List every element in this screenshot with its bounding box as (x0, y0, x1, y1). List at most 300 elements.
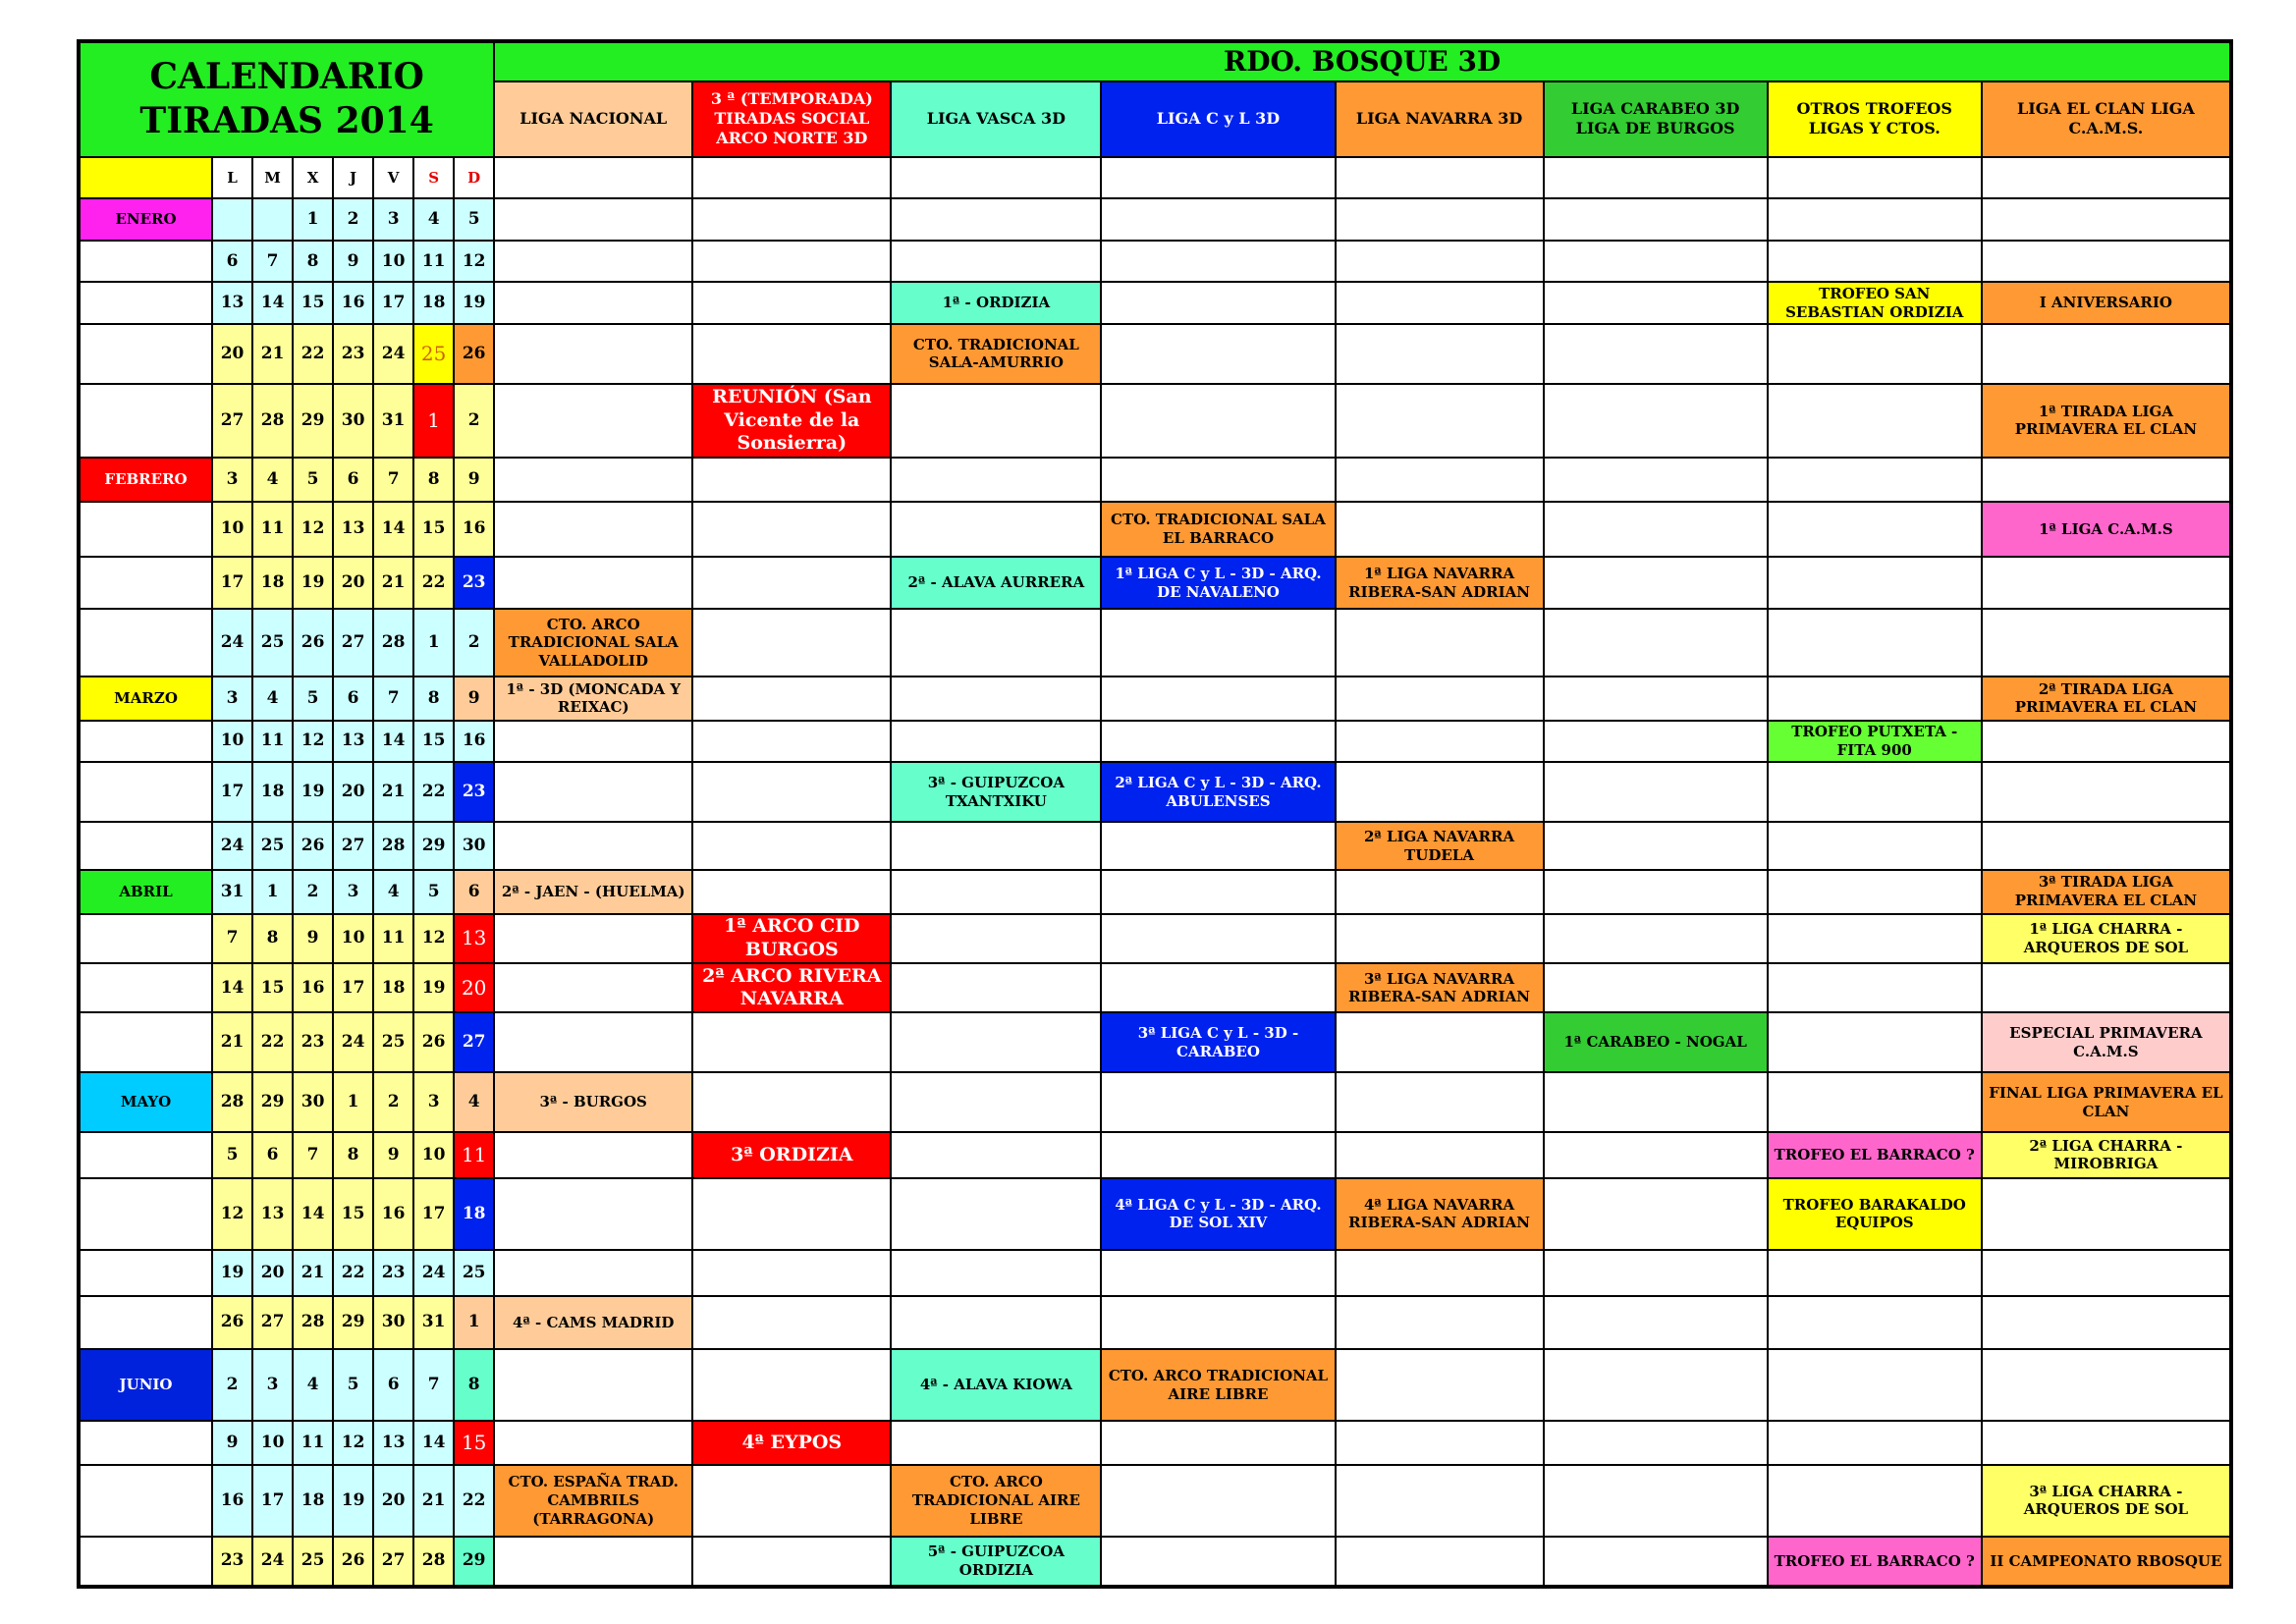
event-cell (1982, 1421, 2231, 1465)
event-cell (1101, 384, 1335, 458)
day-cell: 12 (293, 502, 333, 558)
event-cell (891, 914, 1101, 964)
column-header: LIGA C y L 3D (1101, 81, 1335, 157)
day-cell: 8 (413, 458, 454, 502)
day-cell: 30 (333, 384, 373, 458)
day-cell: M (252, 157, 293, 199)
event-cell (1982, 557, 2231, 609)
day-cell: 12 (333, 1421, 373, 1465)
day-cell: 25 (373, 1012, 413, 1072)
day-cell: 26 (293, 609, 333, 677)
day-cell: 2 (212, 1349, 252, 1421)
event-cell (1982, 324, 2231, 384)
event-cell (494, 1132, 692, 1178)
day-cell: J (333, 157, 373, 199)
week-row (79, 822, 2231, 870)
day-cell: 4 (413, 198, 454, 241)
day-cell: 22 (333, 1250, 373, 1296)
event-cell (1768, 870, 1982, 914)
day-cell: 7 (373, 677, 413, 721)
day-cell: 9 (454, 458, 494, 502)
day-cell: 28 (252, 384, 293, 458)
day-cell: 15 (252, 963, 293, 1012)
day-cell: 14 (413, 1421, 454, 1465)
day-cell: 9 (212, 1421, 252, 1465)
day-cell: 13 (333, 502, 373, 558)
day-cell: 20 (333, 762, 373, 822)
event-cell (1982, 1250, 2231, 1296)
event-cell: CTO. TRADICIONAL SALA-AMURRIO (891, 324, 1101, 384)
day-cell: 5 (212, 1132, 252, 1178)
day-cell: 14 (252, 282, 293, 324)
event-cell: 1ª CARABEO - NOGAL (1544, 1012, 1768, 1072)
day-cell: 4 (293, 1349, 333, 1421)
day-cell: 17 (333, 963, 373, 1012)
event-cell (1544, 677, 1768, 721)
day-cell: 28 (373, 609, 413, 677)
event-cell (1768, 458, 1982, 502)
event-cell (1336, 721, 1544, 763)
week-row (79, 384, 2231, 458)
event-cell (1768, 384, 1982, 458)
event-cell: 2ª TIRADA LIGA PRIMAVERA EL CLAN (1982, 677, 2231, 721)
week-row (79, 557, 2231, 609)
event-cell (1544, 1072, 1768, 1132)
event-cell: 4ª LIGA NAVARRA RIBERA-SAN ADRIAN (1336, 1178, 1544, 1250)
event-cell (494, 721, 692, 763)
week-row (79, 198, 2231, 241)
day-cell: 21 (212, 1012, 252, 1072)
day-cell: 31 (212, 870, 252, 914)
event-cell: ESPECIAL PRIMAVERA C.A.M.S (1982, 1012, 2231, 1072)
day-cell: 23 (454, 762, 494, 822)
day-cell: 27 (454, 1012, 494, 1072)
day-cell: 31 (413, 1296, 454, 1350)
event-cell (494, 1012, 692, 1072)
event-cell (1544, 502, 1768, 558)
month-label (79, 1132, 212, 1178)
day-cell: 1 (413, 609, 454, 677)
day-cell: 13 (373, 1421, 413, 1465)
event-cell (1101, 1421, 1335, 1465)
week-row (79, 1537, 2231, 1587)
event-cell (1544, 1132, 1768, 1178)
month-label (79, 241, 212, 283)
event-cell (1544, 1349, 1768, 1421)
day-cell: 12 (212, 1178, 252, 1250)
day-cell: 19 (333, 1465, 373, 1537)
month-label (79, 721, 212, 763)
day-cell: 8 (252, 914, 293, 964)
event-cell (494, 1349, 692, 1421)
day-cell: 6 (212, 241, 252, 283)
month-label (79, 1465, 212, 1537)
event-cell (1101, 914, 1335, 964)
event-cell (1101, 1072, 1335, 1132)
day-cell: 8 (413, 677, 454, 721)
event-cell (1768, 1421, 1982, 1465)
day-cell: 2 (333, 198, 373, 241)
day-cell: 15 (293, 282, 333, 324)
event-cell: 2ª ARCO RIVERA NAVARRA (692, 963, 891, 1012)
event-cell (1101, 609, 1335, 677)
day-cell: 10 (413, 1132, 454, 1178)
column-header: LIGA CARABEO 3D LIGA DE BURGOS (1544, 81, 1768, 157)
event-cell (1336, 870, 1544, 914)
month-label (79, 1250, 212, 1296)
day-cell: 3 (373, 198, 413, 241)
month-label (79, 502, 212, 558)
column-header: 3 ª (TEMPORADA) TIRADAS SOCIAL ARCO NORTE 3D (692, 81, 891, 157)
event-cell (891, 1421, 1101, 1465)
day-cell: 6 (373, 1349, 413, 1421)
event-cell (692, 241, 891, 283)
event-cell: TROFEO EL BARRACO ? (1768, 1537, 1982, 1587)
day-cell: 2 (373, 1072, 413, 1132)
day-cell: 2 (454, 609, 494, 677)
event-cell (1768, 822, 1982, 870)
day-cell: 30 (373, 1296, 413, 1350)
event-cell (494, 198, 692, 241)
day-cell: 6 (252, 1132, 293, 1178)
day-cell: 11 (454, 1132, 494, 1178)
week-row (79, 963, 2231, 1012)
month-label (79, 762, 212, 822)
day-cell: 13 (454, 914, 494, 964)
day-cell: 17 (252, 1465, 293, 1537)
event-cell (1544, 963, 1768, 1012)
day-cell: 2 (454, 384, 494, 458)
event-cell (1336, 1012, 1544, 1072)
day-cell: 13 (252, 1178, 293, 1250)
column-header: LIGA EL CLAN LIGA C.A.M.S. (1982, 81, 2231, 157)
event-cell (692, 324, 891, 384)
event-cell: 1ª LIGA C.A.M.S (1982, 502, 2231, 558)
event-cell (1101, 157, 1335, 199)
month-label (79, 1421, 212, 1465)
event-cell (1101, 822, 1335, 870)
day-cell: 24 (373, 324, 413, 384)
event-cell: CTO. ESPAÑA TRAD. CAMBRILS (TARRAGONA) (494, 1465, 692, 1537)
day-cell: 15 (454, 1421, 494, 1465)
event-cell (891, 1178, 1101, 1250)
day-cell: 29 (413, 822, 454, 870)
event-cell: FINAL LIGA PRIMAVERA EL CLAN (1982, 1072, 2231, 1132)
event-cell (692, 157, 891, 199)
event-cell (1336, 677, 1544, 721)
event-cell (494, 241, 692, 283)
event-cell (1982, 963, 2231, 1012)
day-cell: 18 (252, 557, 293, 609)
event-cell (1544, 822, 1768, 870)
day-cell: 28 (212, 1072, 252, 1132)
event-cell (1768, 914, 1982, 964)
event-cell: 2ª - ALAVA AURRERA (891, 557, 1101, 609)
day-cell: 22 (252, 1012, 293, 1072)
day-cell: 24 (413, 1250, 454, 1296)
event-cell (1544, 1178, 1768, 1250)
day-cell: 13 (212, 282, 252, 324)
day-cell: 26 (413, 1012, 454, 1072)
week-row (79, 1012, 2231, 1072)
event-cell (494, 324, 692, 384)
day-cell: 20 (212, 324, 252, 384)
day-cell: 18 (252, 762, 293, 822)
event-cell (692, 870, 891, 914)
day-cell: V (373, 157, 413, 199)
day-cell (252, 198, 293, 241)
day-cell: 3 (333, 870, 373, 914)
event-cell (1544, 609, 1768, 677)
day-cell: 7 (293, 1132, 333, 1178)
day-cell: 26 (454, 324, 494, 384)
event-cell (1544, 324, 1768, 384)
event-cell (1544, 198, 1768, 241)
event-cell (692, 1250, 891, 1296)
event-cell (1982, 458, 2231, 502)
event-cell (1101, 1537, 1335, 1587)
day-cell: 23 (373, 1250, 413, 1296)
event-cell (1544, 1537, 1768, 1587)
week-row (79, 282, 2231, 324)
event-cell: 3ª TIRADA LIGA PRIMAVERA EL CLAN (1982, 870, 2231, 914)
event-cell: 2ª LIGA C y L - 3D - ARQ. ABULENSES (1101, 762, 1335, 822)
day-cell: 27 (212, 384, 252, 458)
event-cell (891, 963, 1101, 1012)
day-cell: 21 (293, 1250, 333, 1296)
event-cell (891, 198, 1101, 241)
day-cell: 6 (454, 870, 494, 914)
event-cell: CTO. ARCO TRADICIONAL SALA VALLADOLID (494, 609, 692, 677)
day-cell: 30 (454, 822, 494, 870)
event-cell (1336, 914, 1544, 964)
day-cell: 25 (413, 324, 454, 384)
month-label (79, 1012, 212, 1072)
day-cell: 12 (454, 241, 494, 283)
event-cell: 3ª LIGA NAVARRA RIBERA-SAN ADRIAN (1336, 963, 1544, 1012)
event-cell: 1ª - ORDIZIA (891, 282, 1101, 324)
day-cell: 18 (454, 1178, 494, 1250)
day-cell: 19 (293, 557, 333, 609)
event-cell (1101, 721, 1335, 763)
event-cell (1336, 241, 1544, 283)
day-cell: 9 (454, 677, 494, 721)
day-cell: 17 (373, 282, 413, 324)
event-cell: 3ª - BURGOS (494, 1072, 692, 1132)
event-cell (1101, 458, 1335, 502)
day-cell: 23 (333, 324, 373, 384)
event-cell (692, 282, 891, 324)
event-cell: TROFEO EL BARRACO ? (1768, 1132, 1982, 1178)
day-cell: 14 (373, 502, 413, 558)
week-row (79, 1296, 2231, 1350)
event-cell (1336, 198, 1544, 241)
day-cell: 25 (252, 609, 293, 677)
event-cell (891, 157, 1101, 199)
event-cell: 1ª TIRADA LIGA PRIMAVERA EL CLAN (1982, 384, 2231, 458)
event-cell (1982, 241, 2231, 283)
event-cell (1768, 963, 1982, 1012)
event-cell: 4ª LIGA C y L - 3D - ARQ. DE SOL XIV (1101, 1178, 1335, 1250)
day-cell: 5 (293, 677, 333, 721)
day-cell: 12 (413, 914, 454, 964)
event-cell (891, 1296, 1101, 1350)
month-label (79, 157, 212, 199)
event-cell (1336, 1349, 1544, 1421)
day-cell: 16 (454, 721, 494, 763)
event-cell (891, 1132, 1101, 1178)
day-cell: 8 (293, 241, 333, 283)
month-label: ABRIL (79, 870, 212, 914)
day-cell: 27 (333, 822, 373, 870)
month-label: MAYO (79, 1072, 212, 1132)
event-cell (1336, 1296, 1544, 1350)
day-cell: 3 (252, 1349, 293, 1421)
event-cell (1768, 557, 1982, 609)
event-cell (891, 384, 1101, 458)
column-header: LIGA NACIONAL (494, 81, 692, 157)
event-cell: 4ª - CAMS MADRID (494, 1296, 692, 1350)
day-cell: 4 (454, 1072, 494, 1132)
event-cell (1768, 1465, 1982, 1537)
event-cell (1768, 1296, 1982, 1350)
event-cell: TROFEO PUTXETA - FITA 900 (1768, 721, 1982, 763)
day-cell: 20 (373, 1465, 413, 1537)
event-cell (1336, 384, 1544, 458)
club-title: RDO. BOSQUE 3D (494, 41, 2231, 81)
week-row (79, 1178, 2231, 1250)
event-cell: 1ª LIGA C y L - 3D - ARQ. DE NAVALENO (1101, 557, 1335, 609)
event-cell (1101, 1250, 1335, 1296)
event-cell (494, 1178, 692, 1250)
day-cell: 27 (252, 1296, 293, 1350)
day-cell: 7 (212, 914, 252, 964)
event-cell (1544, 458, 1768, 502)
event-cell (1544, 762, 1768, 822)
day-cell: 31 (373, 384, 413, 458)
event-cell (692, 502, 891, 558)
event-cell (1336, 324, 1544, 384)
day-cell: 6 (333, 677, 373, 721)
month-label (79, 1296, 212, 1350)
day-cell: 19 (293, 762, 333, 822)
event-cell (891, 1012, 1101, 1072)
event-cell (1982, 721, 2231, 763)
day-cell: 17 (413, 1178, 454, 1250)
event-cell: 2ª LIGA NAVARRA TUDELA (1336, 822, 1544, 870)
day-cell: 8 (333, 1132, 373, 1178)
day-cell: 3 (212, 677, 252, 721)
day-cell: 26 (212, 1296, 252, 1350)
event-cell (1982, 762, 2231, 822)
week-row (79, 241, 2231, 283)
event-cell (1101, 1296, 1335, 1350)
event-cell: 1ª LIGA CHARRA - ARQUEROS DE SOL (1982, 914, 2231, 964)
event-cell (891, 1072, 1101, 1132)
month-label (79, 557, 212, 609)
day-cell: 7 (413, 1349, 454, 1421)
event-cell (1544, 721, 1768, 763)
event-cell (1336, 157, 1544, 199)
month-label (79, 1537, 212, 1587)
event-cell (692, 198, 891, 241)
event-cell (1336, 282, 1544, 324)
event-cell (1336, 502, 1544, 558)
day-cell: 4 (373, 870, 413, 914)
day-cell: 9 (373, 1132, 413, 1178)
day-cell: 23 (454, 557, 494, 609)
week-row (79, 458, 2231, 502)
event-cell (1544, 241, 1768, 283)
day-cell: 4 (252, 458, 293, 502)
month-label (79, 914, 212, 964)
column-header: LIGA VASCA 3D (891, 81, 1101, 157)
day-cell: 15 (413, 721, 454, 763)
day-cell: 1 (413, 384, 454, 458)
event-cell (1336, 1537, 1544, 1587)
day-cell: 23 (293, 1012, 333, 1072)
day-cell: 14 (373, 721, 413, 763)
event-cell (891, 870, 1101, 914)
day-cell: 10 (212, 502, 252, 558)
event-cell (692, 1296, 891, 1350)
event-cell (1768, 157, 1982, 199)
event-cell (891, 609, 1101, 677)
event-cell (1982, 198, 2231, 241)
event-cell (1544, 1250, 1768, 1296)
month-label: ENERO (79, 198, 212, 241)
event-cell (692, 458, 891, 502)
event-cell (692, 1465, 891, 1537)
event-cell: 3ª ORDIZIA (692, 1132, 891, 1178)
day-cell: 18 (373, 963, 413, 1012)
day-cell: 29 (293, 384, 333, 458)
day-cell: 25 (252, 822, 293, 870)
day-cell (212, 198, 252, 241)
event-cell (494, 157, 692, 199)
day-cell: 4 (252, 677, 293, 721)
calendar-body (79, 41, 2231, 1587)
event-cell (494, 384, 692, 458)
day-cell: 5 (293, 458, 333, 502)
day-cell: 17 (212, 557, 252, 609)
day-cell: 18 (413, 282, 454, 324)
day-cell: 28 (413, 1537, 454, 1587)
day-cell: 30 (293, 1072, 333, 1132)
event-cell (1336, 1132, 1544, 1178)
event-cell (692, 1349, 891, 1421)
week-row (79, 762, 2231, 822)
week-row (79, 1421, 2231, 1465)
day-cell: 11 (252, 721, 293, 763)
event-cell (1544, 384, 1768, 458)
day-cell: 21 (252, 324, 293, 384)
event-cell (1101, 241, 1335, 283)
day-cell: 24 (333, 1012, 373, 1072)
event-cell (1544, 1465, 1768, 1537)
month-label (79, 963, 212, 1012)
day-cell: 9 (293, 914, 333, 964)
event-cell: TROFEO SAN SEBASTIAN ORDIZIA (1768, 282, 1982, 324)
event-cell: 3ª LIGA CHARRA - ARQUEROS DE SOL (1982, 1465, 2231, 1537)
day-cell: 16 (333, 282, 373, 324)
event-cell (1982, 1349, 2231, 1421)
day-cell: 12 (293, 721, 333, 763)
event-cell (692, 677, 891, 721)
event-cell (1544, 870, 1768, 914)
day-cell: D (454, 157, 494, 199)
event-cell: REUNIÓN (San Vicente de la Sonsierra) (692, 384, 891, 458)
